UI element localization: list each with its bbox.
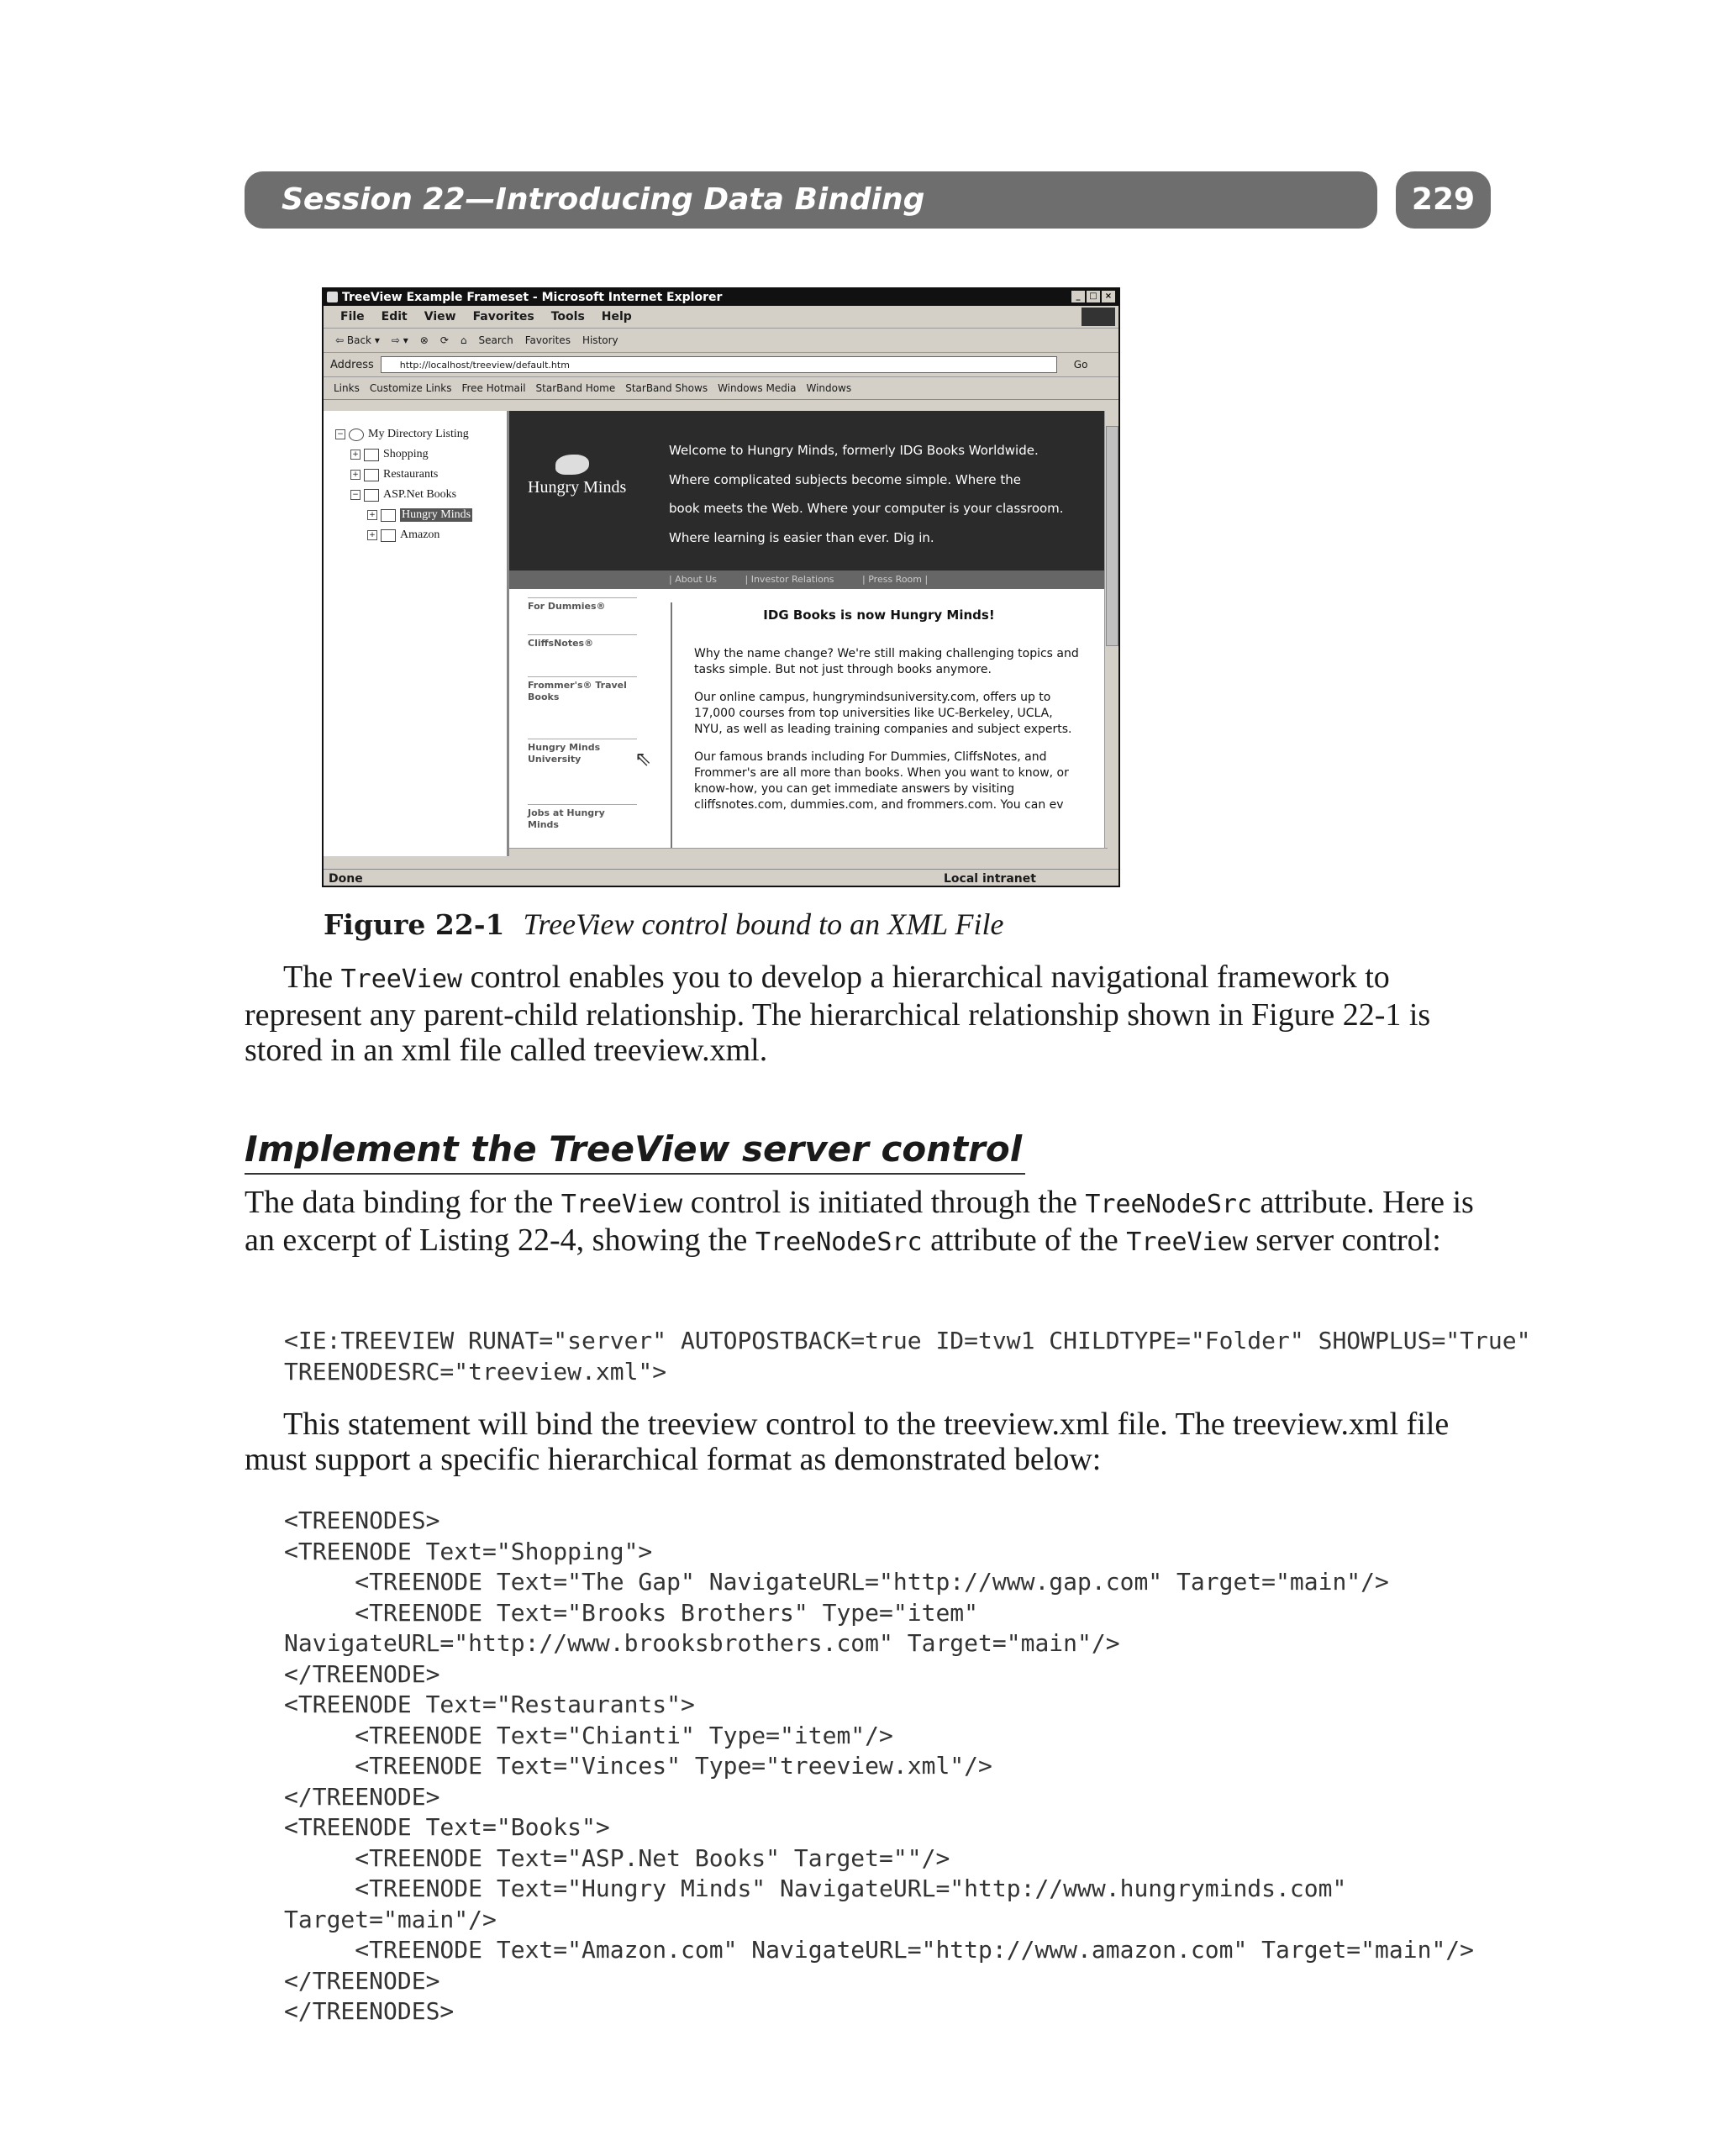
link-starband-home[interactable]: StarBand Home bbox=[535, 382, 616, 394]
inline-code: TreeView bbox=[340, 965, 463, 994]
sidenav-jobs[interactable]: Jobs at Hungry Minds bbox=[528, 804, 637, 831]
links-label: Links bbox=[334, 382, 360, 394]
tree-node-label: Restaurants bbox=[383, 468, 439, 481]
text-run: attribute of the bbox=[922, 1223, 1127, 1258]
site-banner bbox=[509, 411, 1110, 571]
sidenav-cliffsnotes[interactable]: CliffsNotes® bbox=[528, 634, 637, 649]
window-title: TreeView Example Frameset - Microsoft Internet Explorer bbox=[342, 291, 723, 304]
tree-node-shopping[interactable] bbox=[350, 446, 429, 463]
inline-code: TreeNodeSrc bbox=[755, 1228, 923, 1257]
favorites-button[interactable]: Favorites bbox=[524, 334, 571, 346]
go-button[interactable]: Go bbox=[1073, 359, 1088, 371]
figure-number: Figure 22-1 bbox=[324, 908, 505, 941]
folder-icon bbox=[364, 449, 379, 461]
browser-screenshot bbox=[322, 287, 1120, 887]
menu-tools[interactable]: Tools bbox=[550, 310, 585, 323]
link-starband-shows[interactable]: StarBand Shows bbox=[625, 382, 708, 394]
article-paragraph: Our online campus, hungrymindsuniversity.com, offers up to 17,000 courses from top universities like UC-Berkeley, UCLA, NYU, as well as leading training companies and subject experts. bbox=[694, 691, 1072, 736]
running-header: Session 22—Introducing Data Binding bbox=[245, 171, 1377, 229]
hungry-minds-logo-icon bbox=[555, 455, 589, 475]
section-heading: Implement the TreeView server control bbox=[245, 1126, 1025, 1175]
back-button[interactable]: ⇦ Back ▾ bbox=[335, 334, 380, 346]
text-run: The bbox=[283, 960, 341, 995]
text-run: attribute. Here is an excerpt of Listing 22-4, showing the bbox=[245, 1185, 1474, 1258]
links-bar bbox=[324, 377, 1118, 400]
vertical-scrollbar[interactable] bbox=[1104, 411, 1118, 856]
history-button[interactable]: History bbox=[582, 334, 618, 346]
main-frame bbox=[509, 411, 1110, 856]
close-icon[interactable]: × bbox=[1102, 291, 1115, 302]
text-run: control is initiated through the bbox=[682, 1185, 1086, 1220]
tree-node-label: My Directory Listing bbox=[368, 428, 469, 440]
search-button[interactable]: Search bbox=[478, 334, 513, 346]
text-run: server control: bbox=[1247, 1223, 1441, 1258]
tree-node-hungry-minds[interactable] bbox=[367, 507, 472, 523]
tree-node-label: Amazon bbox=[400, 528, 440, 541]
status-text: Done bbox=[329, 872, 363, 886]
tree-node-amazon[interactable] bbox=[367, 527, 439, 544]
page-content bbox=[324, 411, 1118, 856]
expand-icon[interactable]: + bbox=[350, 450, 361, 460]
collapse-icon[interactable]: − bbox=[335, 429, 345, 439]
windows-logo-icon bbox=[1082, 308, 1115, 326]
tree-node-label: ASP.Net Books bbox=[383, 488, 457, 501]
expand-icon[interactable]: + bbox=[350, 470, 361, 480]
collapse-icon[interactable]: − bbox=[350, 490, 361, 500]
article-paragraph: Our famous brands including For Dummies, CliffsNotes, and Frommer's are all more than books. When you want to know, or know-how, you can get immediate answers by visiting cliffsnotes.com, dummies.com, and frommers.com. You can ev bbox=[694, 750, 1069, 812]
window-titlebar bbox=[324, 289, 1118, 306]
column-divider bbox=[671, 602, 672, 855]
tree-node-label: Hungry Minds bbox=[402, 508, 471, 521]
maximize-icon[interactable]: □ bbox=[1087, 291, 1100, 302]
minimize-icon[interactable]: _ bbox=[1071, 291, 1085, 302]
paragraph-intro bbox=[245, 960, 1488, 1068]
paragraph-binding bbox=[245, 1185, 1488, 1260]
menu-help[interactable]: Help bbox=[601, 310, 632, 323]
page-number: 229 bbox=[1396, 171, 1491, 229]
browser-toolbar bbox=[324, 329, 1118, 353]
page-icon bbox=[381, 529, 396, 542]
figure-caption-text: TreeView control bound to an XML File bbox=[523, 907, 1004, 941]
link-hotmail[interactable]: Free Hotmail bbox=[461, 382, 526, 394]
forward-button[interactable]: ⇨ ▾ bbox=[391, 334, 408, 346]
article-paragraph: Why the name change? We're still making challenging topics and tasks simple. But not just through books anymore. bbox=[694, 647, 1079, 676]
tree-node-label: Shopping bbox=[383, 448, 429, 460]
link-windows-media[interactable]: Windows Media bbox=[718, 382, 797, 394]
folder-icon bbox=[364, 469, 379, 481]
link-customize[interactable]: Customize Links bbox=[369, 382, 452, 394]
code-listing-treeview: <IE:TREEVIEW RUNAT="server" AUTOPOSTBACK=true ID=tvw1 CHILDTYPE="Folder" SHOWPLUS="True" TREENODESRC="treeview.xml"> bbox=[284, 1327, 1531, 1386]
paragraph-format: This statement will bind the treeview control to the treeview.xml file. The treeview.xml file must support a specific hierarchical format as demonstrated below: bbox=[245, 1407, 1450, 1477]
figure-caption bbox=[324, 907, 1003, 942]
window-controls bbox=[1071, 291, 1115, 302]
expand-icon[interactable]: + bbox=[367, 530, 377, 540]
home-button[interactable]: ⌂ bbox=[460, 334, 467, 346]
address-label: Address bbox=[330, 358, 374, 371]
sidenav-dummies[interactable]: For Dummies® bbox=[528, 597, 637, 613]
sidenav-frommers[interactable]: Frommer's® Travel Books bbox=[528, 676, 637, 703]
tree-node-aspnet-books[interactable] bbox=[350, 486, 456, 503]
nav-investor-relations[interactable]: | Investor Relations bbox=[745, 574, 834, 585]
inline-code: TreeNodeSrc bbox=[1085, 1190, 1253, 1219]
horizontal-scrollbar[interactable] bbox=[509, 848, 1108, 864]
tree-node-restaurants[interactable] bbox=[350, 466, 438, 483]
menu-favorites[interactable]: Favorites bbox=[472, 310, 534, 323]
site-logo[interactable]: Hungry Minds bbox=[528, 478, 627, 497]
text-run: control enables you to develop a hierarchical navigational framework to represent any parent-child relationship. The hierarchical relationship shown in Figure 22-1 is stored in an xml file called treeview.xml. bbox=[245, 960, 1431, 1068]
link-windows[interactable]: Windows bbox=[806, 382, 852, 394]
stop-button[interactable]: ⊗ bbox=[419, 334, 429, 346]
inline-code: TreeView bbox=[1126, 1228, 1248, 1257]
menu-view[interactable]: View bbox=[424, 310, 456, 323]
inline-code: TreeView bbox=[561, 1190, 683, 1219]
refresh-button[interactable]: ⟳ bbox=[439, 334, 449, 346]
nav-about-us[interactable]: | About Us bbox=[669, 574, 718, 585]
welcome-line: Welcome to Hungry Minds, formerly IDG Books Worldwide. Where complicated subjects become simple. Where the book meets the Web. Where your computer is your classroom. Where learning is easier than ever. Dig in. bbox=[669, 443, 1064, 545]
menu-bar bbox=[324, 306, 1118, 329]
site-article bbox=[694, 589, 1114, 825]
text-run: The data binding for the bbox=[245, 1185, 561, 1220]
globe-icon bbox=[349, 429, 364, 441]
address-bar bbox=[324, 353, 1118, 377]
nav-press-room[interactable]: | Press Room | bbox=[862, 574, 929, 585]
treeview-frame bbox=[324, 411, 509, 856]
article-headline: IDG Books is now Hungry Minds! bbox=[763, 607, 995, 623]
open-folder-icon bbox=[364, 489, 379, 502]
scroll-thumb[interactable] bbox=[1106, 426, 1118, 646]
mouse-cursor-icon: ⇖ bbox=[634, 747, 652, 770]
address-input[interactable]: http://localhost/treeview/default.htm bbox=[381, 356, 1057, 373]
welcome-text bbox=[669, 436, 1064, 552]
site-nav bbox=[509, 571, 1110, 589]
code-listing-treenodes: <TREENODES> <TREENODE Text="Shopping"> <TREENODE Text="The Gap" NavigateURL="http://www.gap.com" Target="main"/> <TREENODE Text="Brooks Brothers" Type="item" NavigateURL="http://www.brooksbrothers.com" Target="main"/> </TREENODE> <TREENODE Text="Restaurants"> <TREENODE Text="Chianti" Type="item"/> <TREENODE Text="Vinces" Type="treeview.xml"/> </TREENODE> <TREENODE Text="Books"> <TREENODE Text="ASP.Net Books" Target=""/> <TREENODE Text="Hungry Minds" NavigateURL="http://www.hungryminds.com" Target="main"/> <TREENODE Text="Amazon.com" NavigateURL="http://www.amazon.com" Target="main"/> </TREENODE> </TREENODES> bbox=[284, 1507, 1475, 2025]
tree-node-root[interactable] bbox=[335, 426, 469, 443]
ie-icon bbox=[327, 292, 338, 302]
site-sidenav bbox=[509, 589, 669, 856]
menu-file[interactable]: File bbox=[340, 310, 365, 323]
security-zone: Local intranet bbox=[944, 872, 1036, 886]
menu-edit[interactable]: Edit bbox=[381, 310, 408, 323]
page-icon bbox=[381, 509, 396, 522]
status-bar bbox=[324, 869, 1118, 887]
sidenav-university[interactable]: Hungry Minds University bbox=[528, 739, 637, 765]
expand-icon[interactable]: + bbox=[367, 510, 377, 520]
